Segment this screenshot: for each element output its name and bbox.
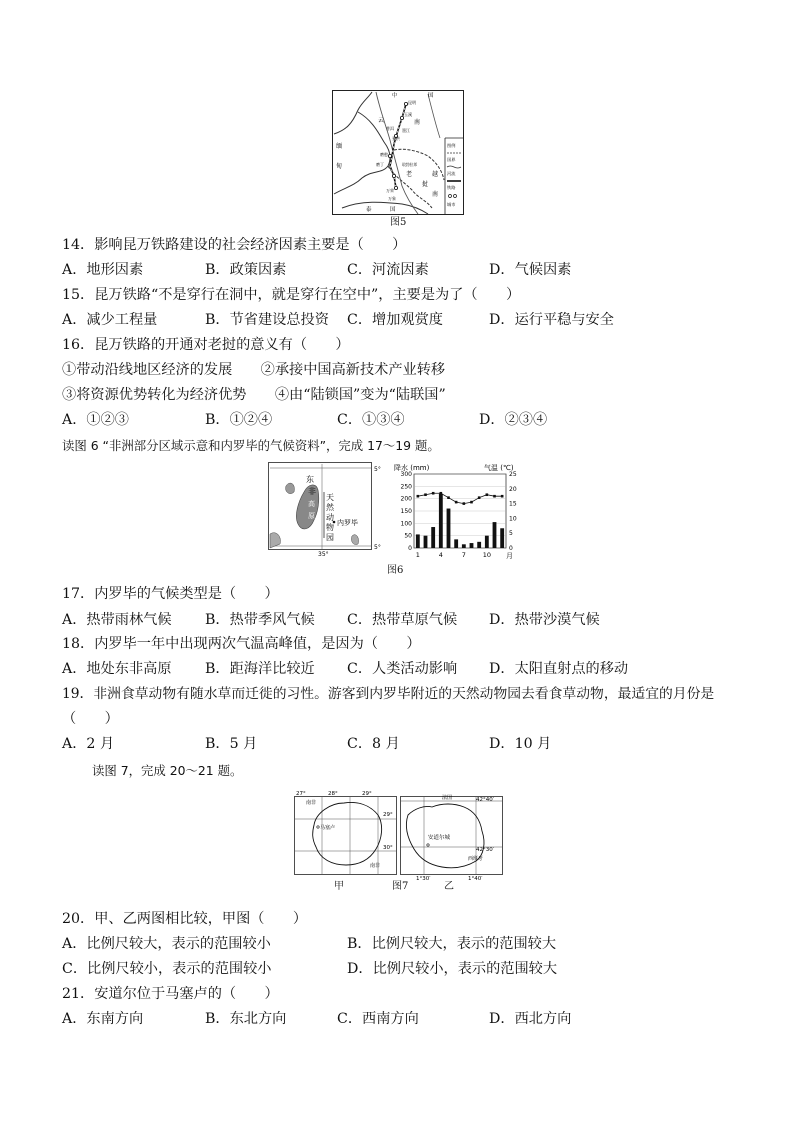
svg-text:安道尔城: 安道尔城 xyxy=(428,835,451,841)
temp-point xyxy=(470,501,473,504)
svg-text:高: 高 xyxy=(308,500,315,508)
temp-point xyxy=(455,501,458,504)
q19-option-c: C．8 月 xyxy=(347,736,400,752)
q19-stem-brackets: （ ） xyxy=(62,711,119,727)
q19-option-a: A．2 月 xyxy=(62,736,115,752)
svg-text:动: 动 xyxy=(326,513,334,522)
y-right-tick-label: 5 xyxy=(509,530,513,538)
svg-text:昆明: 昆明 xyxy=(408,100,416,105)
svg-text:35°: 35° xyxy=(318,551,329,556)
q17-option-d: D．热带沙漠气候 xyxy=(489,612,600,628)
q21-option-a: A．东南方向 xyxy=(62,1011,144,1027)
svg-text:1°40′: 1°40′ xyxy=(468,876,483,881)
svg-text:玉溪: 玉溪 xyxy=(404,112,412,117)
y-left-tick-label: 300 xyxy=(400,471,412,478)
figure7-jia-label: 甲 xyxy=(334,881,344,892)
instruction-17-19: 读图 6 “非洲部分区域示意和内罗毕的气候资料”，完成 17～19 题。 xyxy=(62,438,440,453)
temp-point xyxy=(463,502,466,505)
q14-option-c: C．河流因素 xyxy=(347,262,429,278)
temp-point xyxy=(424,493,427,496)
precip-bar xyxy=(447,509,451,548)
svg-text:28°: 28° xyxy=(328,791,338,797)
y-right-tick-label: 25 xyxy=(509,471,517,478)
temp-line xyxy=(418,493,502,503)
precip-bar xyxy=(470,543,474,548)
figure5-map xyxy=(332,90,464,215)
svg-text:27°: 27° xyxy=(296,791,306,797)
temp-point xyxy=(486,493,489,496)
q15-option-d: D．运行平稳与安全 xyxy=(489,312,614,328)
q20-option-c: C．比例尺较小，表示的范围较小 xyxy=(62,961,272,977)
svg-text:30°: 30° xyxy=(383,845,393,851)
svg-text:河流: 河流 xyxy=(447,171,456,176)
svg-text:园: 园 xyxy=(326,533,334,542)
q19-option-d: D．10 月 xyxy=(489,736,552,752)
svg-text:中: 中 xyxy=(392,93,398,99)
figure7-yi-label: 乙 xyxy=(444,881,454,892)
y-left-tick-label: 0 xyxy=(408,545,412,552)
y-right-tick-label: 15 xyxy=(509,500,517,508)
y-right-tick-label: 0 xyxy=(509,545,513,552)
q14-option-a: A．地形因素 xyxy=(62,262,144,278)
q16-stem: 16．昆万铁路的开通对老挝的意义有（ ） xyxy=(62,337,350,353)
q20-option-d: D．比例尺较小，表示的范围较大 xyxy=(347,961,558,977)
figure6-climate-chart xyxy=(392,462,526,562)
q16-option-b: B．①②④ xyxy=(205,412,273,428)
x-tick-label: 4 xyxy=(438,551,443,559)
svg-text:越: 越 xyxy=(432,171,439,178)
svg-text:缅: 缅 xyxy=(336,143,343,150)
svg-text:马塞卢: 马塞卢 xyxy=(320,825,336,831)
precip-bar xyxy=(431,527,435,548)
svg-text:非: 非 xyxy=(308,487,316,496)
svg-text:原: 原 xyxy=(308,512,315,520)
temp-point xyxy=(447,496,450,499)
svg-text:云: 云 xyxy=(378,117,385,124)
svg-text:琅勃拉邦: 琅勃拉邦 xyxy=(402,162,418,167)
precip-bar xyxy=(493,522,497,548)
y-left-tick-label: 50 xyxy=(404,532,412,540)
figure7-jia-map xyxy=(286,789,398,881)
q21-stem: 21．安道尔位于马塞卢的（ ） xyxy=(62,986,279,1002)
precip-bar xyxy=(439,494,443,548)
q16-items-line2: ③将资源优势转化为经济优势 ④由“陆锁国”变为“陆联国” xyxy=(62,387,446,403)
q15-option-a: A．减少工程量 xyxy=(62,312,158,328)
q18-stem: 18．内罗毕一年中出现两次气温高峰值，是因为（ ） xyxy=(62,636,421,652)
q20-option-a: A．比例尺较大，表示的范围较小 xyxy=(62,936,271,952)
y-right-tick-label: 20 xyxy=(509,485,517,493)
q15-option-b: B．节省建设总投资 xyxy=(205,312,329,328)
svg-text:景洪: 景洪 xyxy=(392,136,400,141)
temp-point xyxy=(432,492,435,495)
temp-point xyxy=(478,496,481,499)
y-left-tick-label: 250 xyxy=(400,483,412,491)
q20-stem: 20．甲、乙两图相比较，甲图（ ） xyxy=(62,911,308,927)
svg-text:5°: 5° xyxy=(374,544,381,551)
precip-bar xyxy=(500,528,504,548)
svg-text:内罗毕: 内罗毕 xyxy=(337,519,358,527)
q19-option-b: B．5 月 xyxy=(205,736,258,752)
q16-option-c: C．①③④ xyxy=(337,412,405,428)
svg-text:国: 国 xyxy=(428,93,434,99)
precip-bar xyxy=(416,534,420,548)
svg-text:国: 国 xyxy=(390,207,396,213)
figure5-caption: 图5 xyxy=(390,217,407,228)
figure7-yi-map xyxy=(398,789,510,881)
svg-text:国界: 国界 xyxy=(447,157,456,162)
svg-text:物: 物 xyxy=(326,523,334,532)
y-right-tick-label: 10 xyxy=(509,515,517,523)
svg-text:图例: 图例 xyxy=(447,143,456,148)
q17-option-a: A．热带雨林气候 xyxy=(62,612,172,628)
svg-text:29°: 29° xyxy=(362,791,372,797)
q19-stem: 19．非洲食草动物有随水草而迁徙的习性。游客到内罗毕附近的天然动物园去看食草动物，最适宜的月份是 xyxy=(62,686,715,702)
instruction-20-21: 读图 7，完成 20～21 题。 xyxy=(92,763,243,778)
month-label: 月 xyxy=(506,552,513,560)
q21-option-c: C．西南方向 xyxy=(337,1011,419,1027)
svg-text:城市: 城市 xyxy=(447,202,456,207)
precip-axis-label: 降水 (mm) xyxy=(394,464,430,472)
svg-text:甸: 甸 xyxy=(336,163,343,170)
svg-text:南: 南 xyxy=(432,191,439,198)
q14-option-d: D．气候因素 xyxy=(489,262,572,278)
q16-option-a: A．①②③ xyxy=(62,412,129,428)
q14-option-b: B．政策因素 xyxy=(205,262,287,278)
q21-option-d: D．西北方向 xyxy=(489,1011,572,1027)
temp-axis-label: 气温 (℃) xyxy=(484,464,514,472)
temp-point xyxy=(417,495,420,498)
svg-text:天: 天 xyxy=(326,493,334,502)
svg-text:万象: 万象 xyxy=(388,196,396,201)
q18-option-a: A．地处东非高原 xyxy=(62,661,172,677)
svg-text:5°: 5° xyxy=(374,466,381,473)
svg-text:磨憨: 磨憨 xyxy=(380,152,388,157)
svg-text:法国: 法国 xyxy=(442,795,453,801)
x-tick-label: 1 xyxy=(415,551,420,559)
q20-option-b: B．比例尺较大，表示的范围较大 xyxy=(347,936,557,952)
figure6-caption: 图6 xyxy=(387,565,404,576)
svg-text:东: 东 xyxy=(306,475,314,484)
svg-text:老: 老 xyxy=(406,171,413,178)
svg-text:西班牙: 西班牙 xyxy=(468,856,484,862)
y-left-tick-label: 150 xyxy=(400,508,412,515)
x-tick-label: 10 xyxy=(482,551,491,559)
q17-option-c: C．热带草原气候 xyxy=(347,612,458,628)
q16-items-line1: ①带动沿线地区经济的发展 ②承接中国高新技术产业转移 xyxy=(62,362,446,378)
q18-option-d: D．太阳直射点的移动 xyxy=(489,661,629,677)
precip-bar xyxy=(454,539,458,548)
q16-option-d: D．②③④ xyxy=(479,412,548,428)
q18-option-b: B．距海洋比较近 xyxy=(205,661,315,677)
q21-option-b: B．东北方向 xyxy=(205,1011,287,1027)
y-left-tick-label: 200 xyxy=(400,495,412,503)
svg-text:挝: 挝 xyxy=(422,181,429,188)
figure7-caption: 图7 xyxy=(392,881,409,892)
svg-text:南: 南 xyxy=(414,119,421,126)
svg-text:墨江: 墨江 xyxy=(402,128,410,133)
precip-bar xyxy=(462,544,466,548)
temp-point xyxy=(440,492,443,495)
q17-option-b: B．热带季风气候 xyxy=(205,612,315,628)
y-left-tick-label: 100 xyxy=(400,520,412,528)
svg-text:普洱: 普洱 xyxy=(386,126,394,131)
q17-stem: 17．内罗毕的气候类型是（ ） xyxy=(62,586,279,602)
svg-text:29°: 29° xyxy=(383,812,393,818)
svg-text:42°30′: 42°30′ xyxy=(476,847,494,853)
temp-point xyxy=(501,495,504,498)
svg-text:然: 然 xyxy=(326,503,334,512)
temp-point xyxy=(493,495,496,498)
q14-stem: 14．影响昆万铁路建设的社会经济因素主要是（ ） xyxy=(62,237,407,253)
q15-option-c: C．增加观赏度 xyxy=(347,312,443,328)
svg-text:南非: 南非 xyxy=(370,863,381,869)
precip-bar xyxy=(485,536,489,548)
svg-text:南非: 南非 xyxy=(306,800,317,806)
svg-text:磨丁: 磨丁 xyxy=(376,162,384,167)
q15-stem: 15．昆万铁路“不是穿行在洞中，就是穿行在空中”，主要是为了（ ） xyxy=(62,287,521,303)
svg-text:万荣: 万荣 xyxy=(386,188,394,193)
svg-text:42°40′: 42°40′ xyxy=(476,797,494,803)
svg-text:1°30′: 1°30′ xyxy=(416,876,431,881)
figure6-map xyxy=(268,462,384,556)
precip-bar xyxy=(424,536,428,548)
precip-bar xyxy=(477,542,481,548)
q18-option-c: C．人类活动影响 xyxy=(347,661,458,677)
x-tick-label: 7 xyxy=(461,551,466,559)
svg-text:铁路: 铁路 xyxy=(447,185,456,190)
svg-text:泰: 泰 xyxy=(366,207,372,213)
